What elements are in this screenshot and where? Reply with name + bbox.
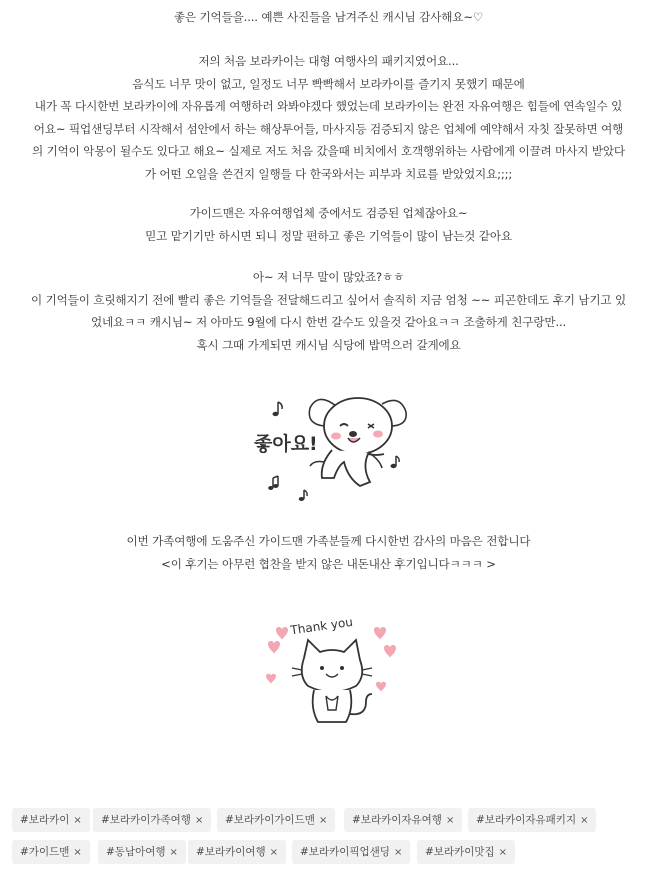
- post-text-line: 음식도 너무 맛이 없고, 일정도 너무 빡빡해서 보라카이를 즐기지 못했기 때문에: [132, 76, 525, 91]
- tag-chip[interactable]: [98, 840, 186, 864]
- post-text-line: 이번 가족여행에 도움주신 가이드맨 가족분들께 다시한번 감사의 마음은 전합니다: [126, 534, 531, 548]
- music-note-icon: [273, 402, 283, 416]
- close-icon[interactable]: ×: [318, 815, 328, 826]
- post-text-line: 저의 처음 보라카이는 대형 여행사의 패키지였어요...: [198, 54, 459, 68]
- heart-icon: [376, 682, 386, 692]
- tag-chip[interactable]: [188, 840, 286, 864]
- heart-icon: [374, 627, 386, 640]
- tag-label: #보라카이: [20, 814, 70, 826]
- post-text-line: 혹시 그때 가게되면 캐시님 식당에 밥먹으러 갈게에요: [196, 337, 461, 352]
- post-paragraph-2: [12, 202, 645, 247]
- heart-icon: [268, 641, 280, 654]
- tag-label: #보라카이가족여행: [101, 814, 191, 826]
- post-text-line: <이 후기는 아무런 협찬을 받지 않은 내돈내산 후기입니다ㅋㅋㅋ >: [161, 556, 496, 571]
- close-icon[interactable]: ×: [73, 847, 82, 858]
- tag-label: #보라카이자유패키지: [476, 814, 577, 826]
- tag-label: #보라카이자유여행: [352, 814, 442, 826]
- close-icon[interactable]: ×: [169, 847, 178, 858]
- tag-label: #보라카이맛집: [425, 846, 495, 858]
- sticker-caption: Thank you: [289, 614, 354, 638]
- close-icon[interactable]: ×: [498, 847, 508, 858]
- music-note-icon: [299, 490, 308, 501]
- close-icon[interactable]: ×: [269, 847, 279, 858]
- tag-chip[interactable]: [217, 808, 335, 832]
- post-intro-paragraph: [12, 6, 645, 29]
- tag-chip[interactable]: [468, 808, 596, 832]
- close-icon[interactable]: ×: [580, 815, 589, 826]
- tag-chip[interactable]: [292, 840, 410, 864]
- post-text-line: 내가 꼭 다시한번 보라카이에 자유롭게 여행하러 와봐야겠다 했었는데 보라카이는 완전 자유여행은 힘들에 연속일수 있: [34, 99, 623, 113]
- tag-label: #가이드맨: [20, 846, 70, 858]
- close-icon[interactable]: ×: [73, 815, 82, 826]
- post-text-line: 가 어떤 오일을 쓴건지 일행들 다 한국와서는 피부과 치료를 받았었지요;;;;: [144, 166, 513, 181]
- music-note-icon: [391, 456, 400, 468]
- puppy-like-sticker: [248, 382, 416, 512]
- post-text-line: 었네요ㅋㅋ 캐시님~ 저 아마도 9월에 다시 한번 갈수도 있을것 같아요ㅋㅋ 조출하게 친구랑만...: [90, 315, 567, 329]
- tag-label: #동남아여행: [106, 846, 166, 858]
- music-note-icon: [268, 476, 278, 490]
- post-paragraph-1: [12, 50, 645, 185]
- post-text-line: 믿고 맡기기만 하시면 되니 정말 편하고 좋은 기억들이 많이 남는것 같아요: [145, 228, 512, 243]
- post-text-line: 좋은 기억들을.... 예쁜 사진들을 남겨주신 캐시님 감사해요~♡: [173, 10, 484, 24]
- post-text-line: 이 기억들이 흐릿해지기 전에 빨리 좋은 기억들을 전달해드리고 싶어서 솔직히 지금 엄청 ~~ 피곤한데도 후기 남기고 있: [30, 292, 627, 307]
- post-text-line: 의 기억이 악몽이 될수도 있다고 해요~ 실제로 저도 처음 갔을때 비치에서 호객행위하는 사람에게 이끌려 마사지 받았다: [32, 144, 625, 158]
- post-text-line: 아~ 저 너무 말이 많았죠?ㅎㅎ: [252, 270, 405, 284]
- close-icon[interactable]: ×: [393, 847, 403, 858]
- tag-label: #보라카이가이드맨: [225, 814, 315, 826]
- heart-icon: [384, 645, 396, 658]
- tag-label: #보라카이여행: [196, 846, 266, 858]
- tag-chip[interactable]: [12, 840, 90, 864]
- cat-thank-you-sticker: [262, 604, 402, 730]
- sticker-caption: 좋아요!: [254, 433, 318, 455]
- tag-chip[interactable]: [417, 840, 515, 864]
- post-paragraph-4: [12, 530, 645, 575]
- close-icon[interactable]: ×: [445, 815, 455, 826]
- tag-chip[interactable]: [12, 808, 90, 832]
- heart-icon: [266, 674, 276, 684]
- tag-chip[interactable]: [93, 808, 211, 832]
- close-icon[interactable]: ×: [194, 815, 204, 826]
- post-text-line: 어요~ 픽업샌딩부터 시작해서 섬안에서 하는 해상투어들, 마사지등 검증되지 않은 업체에 예약해서 자칫 잘못하면 여행: [33, 121, 624, 136]
- post-text-line: 가이드맨은 자유여행업체 중에서도 검증된 업체잖아요~: [189, 206, 468, 220]
- tag-chip[interactable]: [344, 808, 462, 832]
- heart-icon: [276, 627, 288, 640]
- tag-label: #보라카이픽업샌딩: [300, 846, 390, 858]
- post-paragraph-3: [12, 266, 645, 356]
